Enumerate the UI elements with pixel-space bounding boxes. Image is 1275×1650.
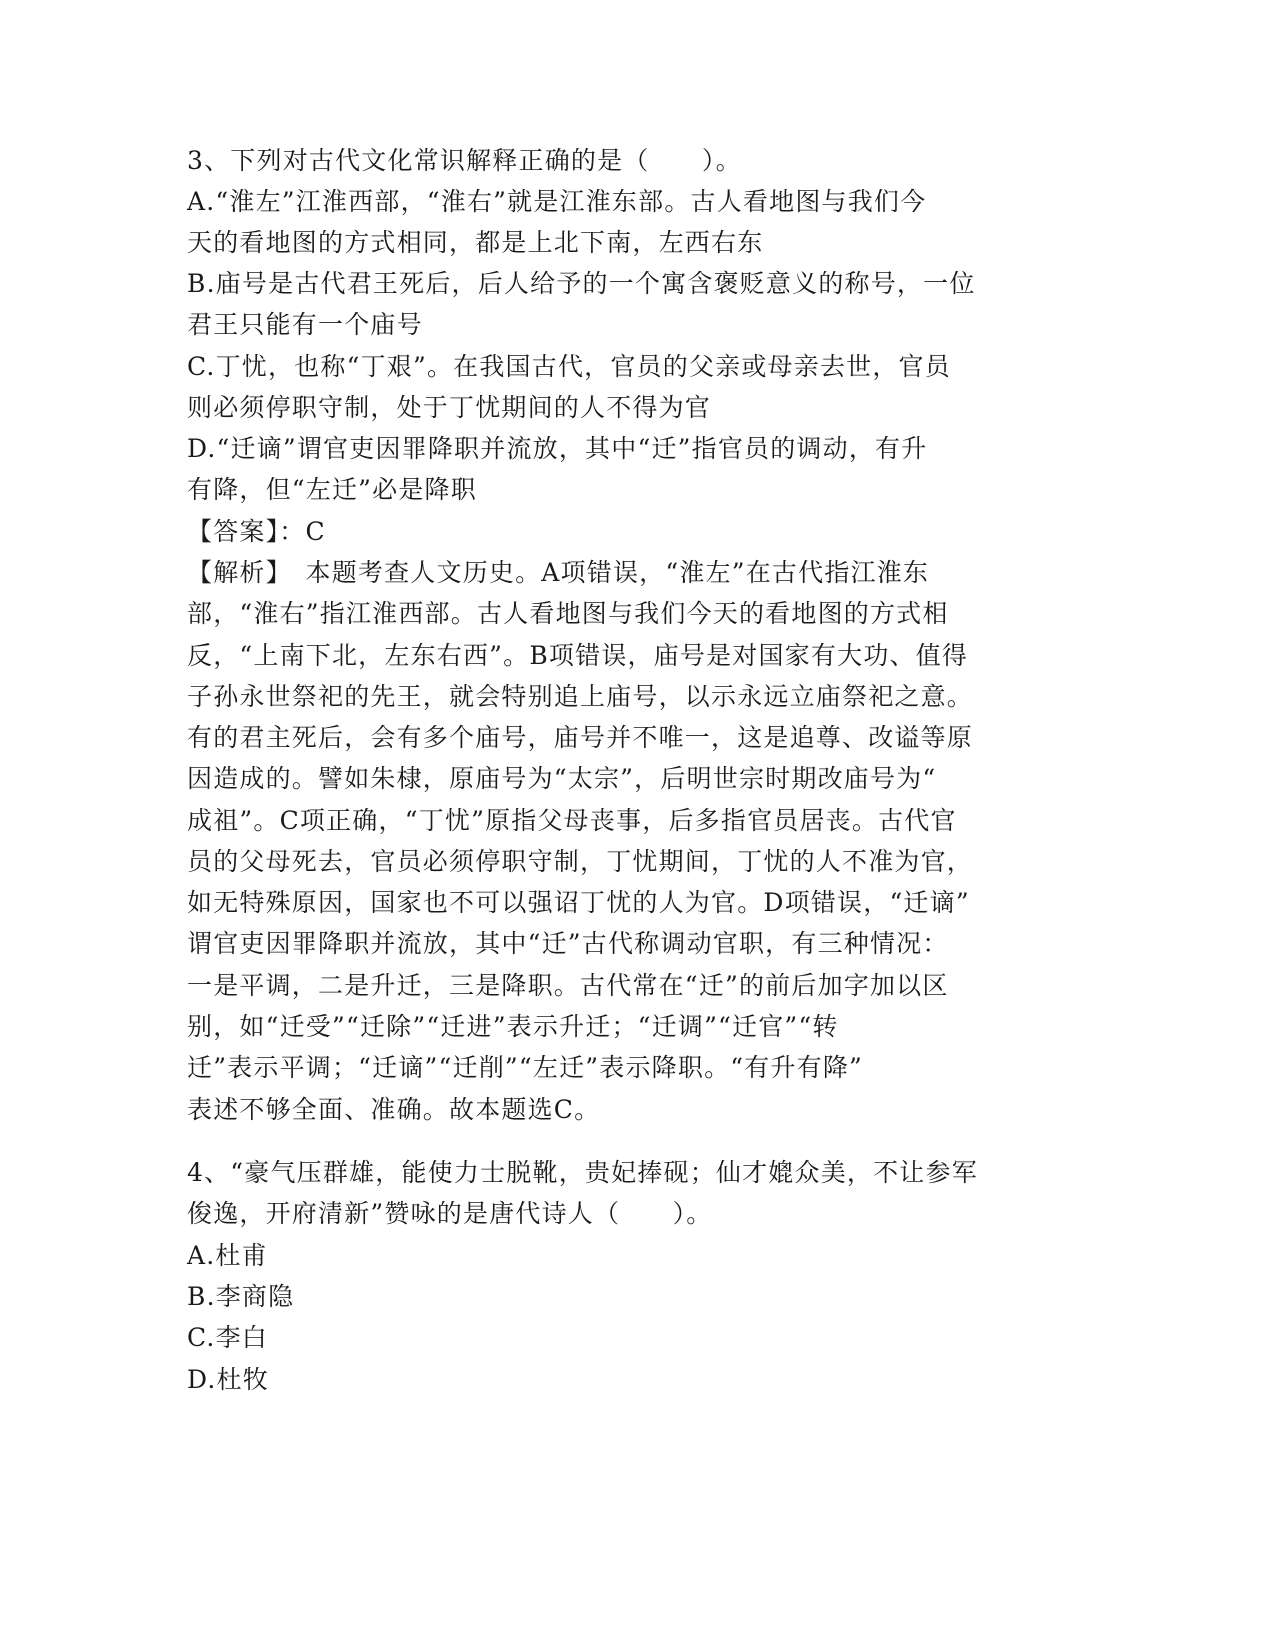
q4-option-a: A.杜甫: [187, 1241, 268, 1270]
q3-option-c-line2: 则必须停职守制，处于丁忧期间的人不得为官: [187, 393, 712, 422]
q3-analysis-line: 迁”表示平调；“迁谪”“迁削”“左迁”表示降职。“有升有降”: [187, 1053, 864, 1082]
q3-analysis-line: 员的父母死去，官员必须停职守制，丁忧期间，丁忧的人不准为官，: [187, 847, 974, 876]
q3-analysis-line: 成祖”。C项正确，“丁忧”原指父母丧事，后多指官员居丧。古代官: [187, 806, 957, 835]
q3-option-d-line2: 有降，但“左迁”必是降职: [187, 475, 477, 504]
q3-analysis-line: 如无特殊原因，国家也不可以强诏丁忧的人为官。D项错误，“迁谪”: [187, 888, 970, 917]
q3-analysis-line: 部，“淮右”指江淮西部。古人看地图与我们今天的看地图的方式相: [187, 599, 949, 628]
q3-option-a-line2: 天的看地图的方式相同，都是上北下南，左西右东: [187, 228, 764, 257]
q3-option-d-line1: D.“迁谪”谓官吏因罪降职并流放，其中“迁”指官员的调动，有升: [187, 434, 928, 463]
q3-analysis-line: 反，“上南下北，左东右西”。B项错误，庙号是对国家有大功、值得: [187, 641, 969, 670]
q4-option-b: B.李商隐: [187, 1282, 295, 1311]
q4-stem-line1: 4、“豪气压群雄，能使力士脱靴，贵妃捧砚；仙才媲众美，不让参军: [187, 1158, 978, 1187]
q4-option-c: C.李白: [187, 1323, 268, 1352]
q3-analysis-line: 有的君主死后，会有多个庙号，庙号并不唯一，这是追尊、改谥等原: [187, 723, 974, 752]
q4-option-d: D.杜牧: [187, 1365, 269, 1394]
q3-analysis-line: 因造成的。譬如朱棣，原庙号为“太宗”，后明世宗时期改庙号为“: [187, 764, 937, 793]
q3-option-b-line2: 君王只能有一个庙号: [187, 310, 423, 339]
q3-option-a-line1: A.“淮左”江淮西部，“淮右”就是江淮东部。古人看地图与我们今: [187, 187, 927, 216]
q3-analysis-line: 【解析】 本题考查人文历史。A项错误，“淮左”在古代指江淮东: [187, 558, 930, 587]
q3-option-b-line1: B.庙号是古代君王死后，后人给予的一个寓含褒贬意义的称号，一位: [187, 269, 976, 298]
q4-stem-line2: 俊逸，开府清新”赞咏的是唐代诗人（ ）。: [187, 1199, 713, 1228]
q3-option-c-line1: C.丁忧，也称“丁艰”。在我国古代，官员的父亲或母亲去世，官员: [187, 352, 951, 381]
q3-analysis-line: 子孙永世祭祀的先王，就会特别追上庙号，以示永远立庙祭祀之意。: [187, 682, 974, 711]
q3-analysis-line: 表述不够全面、准确。故本题选C。: [187, 1095, 601, 1124]
q3-stem: 3、下列对古代文化常识解释正确的是（ ）。: [187, 146, 742, 175]
q3-analysis-line: 别，如“迁受”“迁除”“迁进”表示升迁；“迁调”“迁官”“转: [187, 1012, 839, 1041]
q3-analysis-line: 一是平调，二是升迁，三是降职。古代常在“迁”的前后加字加以区: [187, 971, 949, 1000]
q3-analysis-line: 谓官吏因罪降职并流放，其中“迁”古代称调动官职，有三种情况：: [187, 929, 949, 958]
q3-answer: 【答案】：C: [187, 517, 326, 546]
